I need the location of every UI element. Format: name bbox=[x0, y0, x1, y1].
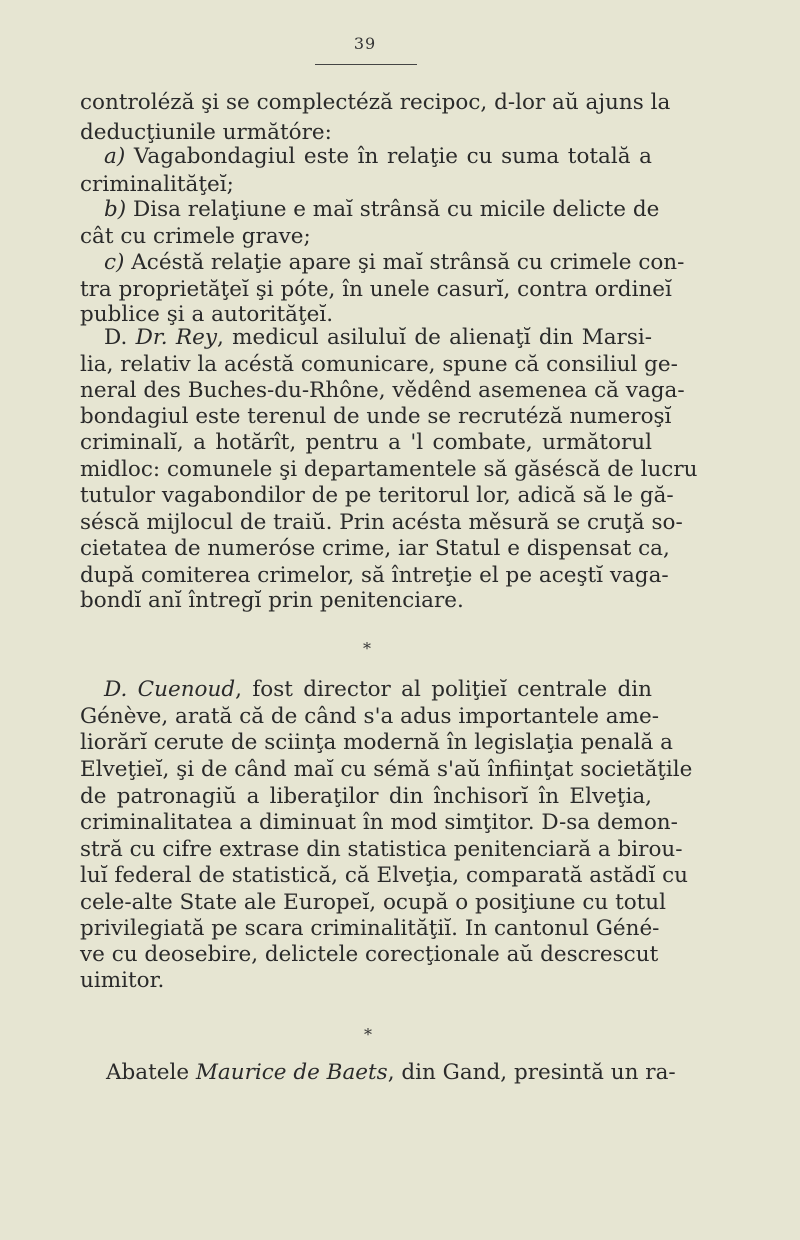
text-line: ve cu deosebire, delictele corecţionale aŭ descrescut bbox=[80, 942, 659, 967]
text-line: midloc: comunele şi departamentele să găséscă de lucru bbox=[80, 457, 698, 482]
text-line: Génève, arată că de când s'a adus importantele ame- bbox=[80, 704, 659, 729]
text-line: séscă mijlocul de traiŭ. Prin acésta měsură se cruţă so- bbox=[80, 510, 683, 535]
text-line: bondagiul este terenul de unde se recrutéză numeroşĭ bbox=[80, 404, 672, 429]
text-line: stră cu cifre extrase din statistica penitenciară a birou- bbox=[80, 837, 683, 862]
page-number-rule bbox=[315, 64, 417, 65]
paragraph-baets-start: Abatele Maurice de Baets, din Gand, presintă un ra- bbox=[106, 1060, 676, 1085]
paragraph-rey-start: D. Dr. Rey, medicul asiluluĭ de alienaţĭ din Marsi- bbox=[104, 325, 652, 350]
paragraph-cuenoud-start: D. Cuenoud, fost director al poliţieĭ centrale din bbox=[104, 677, 652, 702]
text-line: privilegiată pe scara criminalităţiĭ. In cantonul Géné- bbox=[80, 916, 660, 941]
text-line: publice şi a autorităţeĭ. bbox=[80, 302, 334, 327]
section-separator: * bbox=[364, 1025, 372, 1044]
list-item-c: c) Acéstă relaţie apare şi maĭ strânsă cu crimele con- bbox=[104, 250, 685, 275]
text-line: deducţiunile următóre: bbox=[80, 120, 332, 145]
section-separator: * bbox=[363, 639, 371, 658]
text-line: bondĭ anĭ întregĭ prin penitenciare. bbox=[80, 588, 464, 613]
text-line: de patronagiŭ a liberaţilor din închisorĭ în Elveţia, bbox=[80, 784, 652, 809]
text-line: criminalităţeĭ; bbox=[80, 172, 234, 197]
text-line: neral des Buches-du-Rhône, vědênd asemenea că vaga- bbox=[80, 378, 685, 403]
list-item-b: b) Disa relaţiune e maĭ strânsă cu micile delicte de bbox=[104, 197, 660, 222]
text-line: după comiterea crimelor, să întreţie el pe aceştĭ vaga- bbox=[80, 563, 669, 588]
text-line: cât cu crimele grave; bbox=[80, 224, 311, 249]
text-line: luĭ federal de statistică, că Elveţia, comparată astădĭ cu bbox=[80, 863, 688, 888]
text-line: cietatea de numeróse crime, iar Statul e dispensat ca, bbox=[80, 536, 670, 561]
text-line: criminalitatea a diminuat în mod simţitor. D-sa demon- bbox=[80, 810, 678, 835]
text-line: cele-alte State ale Europeĭ, ocupă o posiţiune cu totul bbox=[80, 890, 667, 915]
text-line: uimitor. bbox=[80, 968, 165, 993]
text-line: controléză şi se complectéză recipoc, d-lor aŭ ajuns la bbox=[80, 90, 671, 115]
text-line: Elveţieĭ, şi de când maĭ cu sémă s'aŭ înfiinţat societăţile bbox=[80, 757, 693, 782]
text-line: criminalĭ, a hotărît, pentru a 'l combate, următorul bbox=[80, 430, 652, 455]
text-line: liorărĭ cerute de sciinţa modernă în legislaţia penală a bbox=[80, 730, 673, 755]
text-line: tutulor vagabondilor de pe teritorul lor, adică să le gă- bbox=[80, 483, 674, 508]
list-item-a: a) Vagabondagiul este în relaţie cu suma totală a bbox=[104, 144, 652, 169]
page-number: 39 bbox=[353, 34, 377, 53]
text-line: lia, relativ la acéstă comunicare, spune că consiliul ge- bbox=[80, 352, 678, 377]
text-line: tra proprietăţeĭ şi póte, în unele casurĭ, contra ordineĭ bbox=[80, 277, 672, 302]
